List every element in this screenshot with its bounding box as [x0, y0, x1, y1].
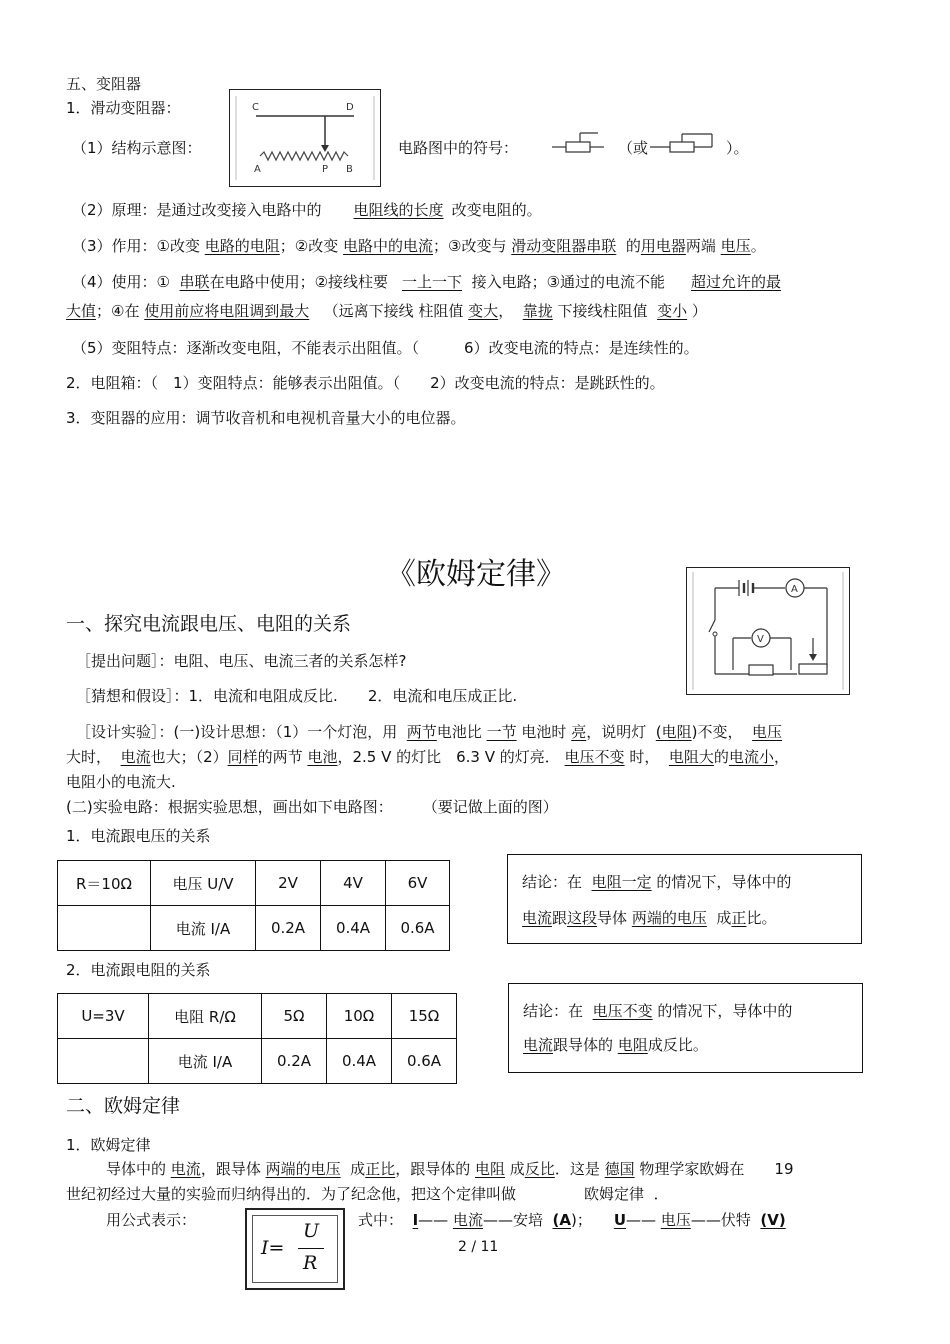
rheostat-application-line: 3．变阻器的应用：调节收音机和电视机音量大小的电位器。 — [66, 409, 466, 427]
table-row — [58, 861, 450, 906]
terminal-a-label: A — [254, 164, 261, 175]
symbol-label: 电路图中的符号： — [398, 139, 519, 157]
table-cell — [58, 906, 151, 951]
experiment-circuit-figure — [686, 567, 850, 695]
hypothesis-line: ［猜想和假设］：1．电流和电阻成反比. 2．电流和电压成正比. — [76, 687, 518, 705]
table-cell: 0.6A — [386, 906, 450, 951]
table-cell: 电压 U/V — [151, 861, 256, 906]
conclusion-1-line-1: 结论：在 电阻一定 的情况下，导体中的 — [522, 873, 792, 891]
ammeter-label: A — [791, 584, 798, 595]
question-line: ［提出问题］：电阻、电压、电流三者的关系怎样? — [76, 652, 407, 670]
table-cell: 4V — [321, 861, 386, 906]
section-title-rheostat: 五、变阻器 — [66, 75, 142, 93]
function-line: （3）作用：①改变 电路的电阻；②改变 电路中的电流；③改变与 滑动变阻器串联 的用电器两端 电压。 — [72, 237, 766, 255]
table-cell — [58, 1039, 149, 1084]
formula-lhs: I= — [261, 1237, 285, 1259]
section-explore: 一、探究电流跟电压、电阻的关系 — [66, 613, 352, 635]
table-cell: 电流 I/A — [149, 1039, 262, 1084]
table-cell: 0.4A — [327, 1039, 392, 1084]
law-statement-line-2: 世纪初经过大量的实验而归纳得出的．为了纪念他，把这个定律叫做 欧姆定律 ． — [66, 1185, 669, 1203]
usage-line-2: 大值；④在 使用前应将电阻调到最大 （远离下接线 柱阻值 变大， 靠拢 下接线柱阻值 变小 ） — [66, 302, 707, 320]
relation-resistance-title: 2．电流跟电阻的关系 — [66, 961, 211, 979]
conclusion-2-line-2: 电流跟导体的 电阻成反比。 — [523, 1036, 708, 1054]
table-cell: 电阻 R/Ω — [149, 994, 262, 1039]
law-statement-line-1: 导体中的 电流，跟导体 两端的电压 成正比，跟导体的 电阻 成反比．这是 德国 物理学家欧姆在 19 — [106, 1160, 794, 1178]
table-cell: 0.6A — [392, 1039, 457, 1084]
law-item-title: 1．欧姆定律 — [66, 1136, 151, 1154]
rheostat-structure-diagram — [230, 90, 380, 186]
formula-denominator: R — [303, 1252, 318, 1274]
alt-symbol-open: （或 — [618, 139, 649, 157]
formula-box — [245, 1208, 345, 1290]
slider-p-label: P — [322, 164, 329, 175]
table-cell: 电流 I/A — [151, 906, 256, 951]
conclusion-2-line-1: 结论：在 电压不变 的情况下，导体中的 — [523, 1002, 793, 1020]
design-line-2: 大时， 电流也大；（2）同样的两节 电池，2.5 V 的灯比 6.3 V 的灯亮． 电压不变 时， 电阻大的电流小， — [66, 748, 789, 766]
relation-voltage-title: 1．电流跟电压的关系 — [66, 827, 211, 845]
formula-inner-frame — [252, 1215, 338, 1283]
table-row — [58, 906, 450, 951]
table-cell: 0.2A — [256, 906, 321, 951]
experiment-circuit-diagram — [687, 568, 849, 694]
table-cell: R＝10Ω — [58, 861, 151, 906]
conclusion-1-line-2: 电流跟这段导体 两端的电压 成正比。 — [522, 909, 777, 927]
rheostat-alt-symbol-icon — [650, 130, 718, 156]
current-voltage-table — [57, 860, 450, 951]
page-title: 《欧姆定律》 — [386, 557, 566, 592]
fraction-bar — [298, 1248, 324, 1249]
current-resistance-table — [57, 993, 457, 1084]
conclusion-box-1 — [507, 854, 862, 944]
voltmeter-label: V — [757, 634, 764, 645]
page-number: 2 / 11 — [458, 1239, 499, 1255]
rheostat-structure-figure — [229, 89, 381, 187]
terminal-c-label: C — [252, 102, 259, 113]
table-cell: 0.4A — [321, 906, 386, 951]
table-row — [58, 994, 457, 1039]
table-row — [58, 1039, 457, 1084]
rheostat-symbol-icon — [552, 130, 604, 156]
table-cell: U=3V — [58, 994, 149, 1039]
design-line-3: 电阻小的电流大. — [66, 773, 176, 791]
terminal-d-label: D — [346, 102, 354, 113]
usage-line-1: （4）使用：① 串联在电路中使用；②接线柱要 一上一下 接入电路；③通过的电流不能 超过允许的最 — [72, 273, 782, 291]
rheostat-feature-line: （5）变阻特点：逐渐改变电阻，不能表示出阻值。（ 6）改变电流的特点：是连续性的。 — [72, 339, 699, 357]
table-cell: 6V — [386, 861, 450, 906]
principle-line: （2）原理：是通过改变接入电路中的 电阻线的长度 改变电阻的。 — [72, 201, 542, 219]
formula-explanation: 式中： I—— 电流——安培 (A)； U—— 电压——伏特 (V) — [358, 1211, 786, 1229]
table-cell: 0.2A — [262, 1039, 327, 1084]
structure-label: （1）结构示意图： — [72, 139, 202, 157]
table-cell: 15Ω — [392, 994, 457, 1039]
formula-label: 用公式表示： — [106, 1211, 197, 1229]
table-cell: 5Ω — [262, 994, 327, 1039]
conclusion-box-2 — [508, 983, 863, 1073]
section-ohms-law: 二、欧姆定律 — [66, 1095, 181, 1117]
circuit-line: (二)实验电路：根据实验思想，画出如下电路图： （要记做上面的图） — [66, 798, 558, 816]
table-cell: 2V — [256, 861, 321, 906]
table-cell: 10Ω — [327, 994, 392, 1039]
resistance-box-line: 2．电阻箱：（ 1）变阻特点：能够表示出阻值。（ 2）改变电流的特点：是跳跃性的。 — [66, 374, 665, 392]
terminal-b-label: B — [346, 164, 353, 175]
alt-symbol-close: ）。 — [726, 139, 749, 157]
design-line-1: ［设计实验］：(一)设计思想：（1）一个灯泡，用 两节电池比 一节 电池时 亮，说明灯 (电阻)不变， 电压 — [76, 723, 783, 741]
formula-numerator: U — [303, 1220, 320, 1242]
item-sliding-rheostat: 1．滑动变阻器： — [66, 99, 181, 117]
